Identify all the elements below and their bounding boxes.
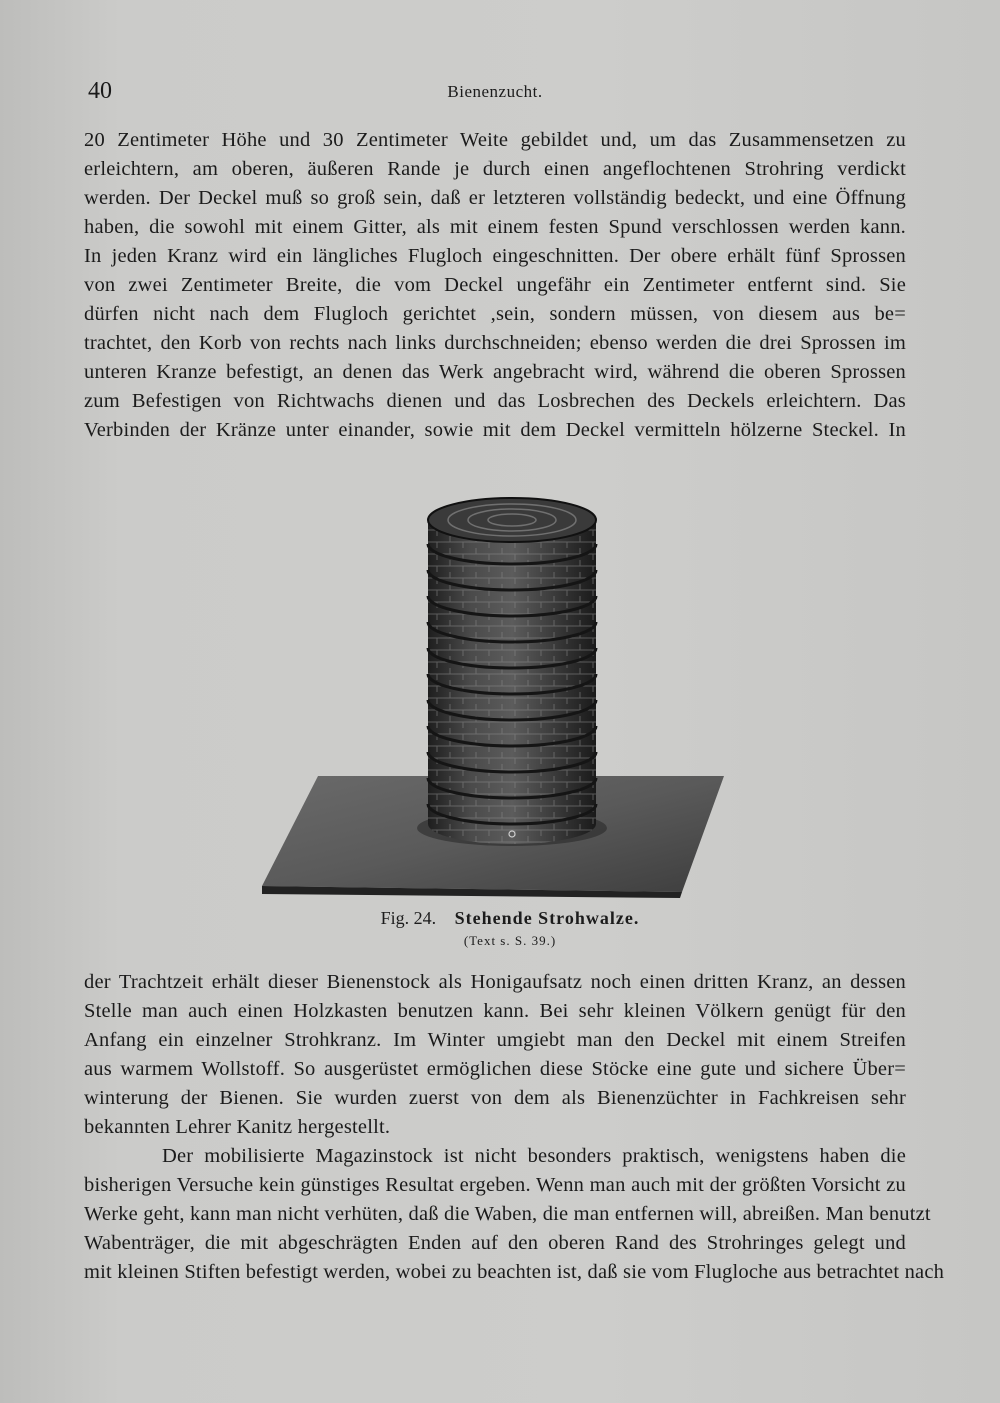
text-line: mit kleinen Stiften befestigt werden, wobei zu beachten ist, daß sie vom Flugloche aus betrachtet nach [84, 1261, 945, 1283]
text-line: von zwei Zentimeter Breite, die vom Deckel ungefähr ein Zentimeter entfernt sind. Sie [84, 274, 906, 296]
text-line: der Trachtzeit erhält dieser Bienenstock als Honigaufsatz noch einen dritten Kranz, an dessen [84, 971, 906, 993]
text-line: haben, die sowohl mit einem Gitter, als mit einem festen Spund verschlossen werden kann. [84, 216, 906, 238]
figure-caption [300, 908, 720, 949]
text-line: Werke geht, kann man nicht verhüten, daß die Waben, die man entfernen will, abreißen. Man benutzt [84, 1203, 931, 1225]
text-line: Stelle man auch einen Holzkasten benutzen kann. Bei sehr kleinen Völkern genügt für den [84, 1000, 906, 1022]
text-line: dürfen nicht nach dem Flugloch gerichtet ,sein, sondern müssen, von diesem aus be= [84, 303, 906, 325]
text-line: werden. Der Deckel muß so groß sein, daß er letzteren vollständig bedeckt, und eine Öffnung [84, 187, 906, 209]
text-line: erleichtern, am oberen, äußeren Rande je durch einen angeflochtenen Strohring verdickt [84, 158, 906, 180]
paragraph-bottom [84, 968, 945, 1287]
text-line: 20 Zentimeter Höhe und 30 Zentimeter Weite gebildet und, um das Zusammensetzen zu [84, 129, 906, 151]
text-line: In jeden Kranz wird ein längliches Flugloch eingeschnitten. Der obere erhält fünf Sprossen [84, 245, 906, 267]
text-line: bekannten Lehrer Kanitz hergestellt. [84, 1116, 391, 1138]
figure-title: Stehende Strohwalze. [454, 908, 640, 928]
text-line: Wabenträger, die mit abgeschrägten Enden auf den oberen Rand des Strohringes gelegt und [84, 1232, 906, 1254]
text-line: Verbinden der Kränze unter einander, sowie mit dem Deckel vermitteln hölzerne Steckel. In [84, 419, 906, 441]
page-header [88, 78, 902, 108]
text-line: zum Befestigen von Richtwachs dienen und das Losbrechen des Deckels erleichtern. Das [84, 390, 906, 412]
text-line: Der mobilisierte Magazinstock ist nicht besonders praktisch, wenigstens haben die [162, 1145, 906, 1167]
straw-hive-drawing [262, 488, 724, 898]
text-line: trachtet, den Korb von rechts nach links durchschneiden; ebenso werden die drei Sprossen im [84, 332, 906, 354]
figure-straw-hive-illustration [262, 488, 724, 898]
page-number: 40 [88, 78, 112, 104]
paragraph-top [84, 126, 906, 445]
text-line: bisherigen Versuche kein günstiges Resultat ergeben. Wenn man auch mit der größten Vorsicht zu [84, 1174, 906, 1196]
text-line: aus warmem Wollstoff. So ausgerüstet ermöglichen diese Stöcke eine gute und sichere Über= [84, 1058, 906, 1080]
text-line: Anfang ein einzelner Strohkranz. Im Winter umgiebt man den Deckel mit einem Streifen [84, 1029, 906, 1051]
figure-number: Fig. 24. [380, 908, 437, 928]
figure-reference: (Text s. S. 39.) [463, 933, 557, 948]
text-line: unteren Kranze befestigt, an denen das Werk angebracht wird, während die oberen Sprossen [84, 361, 906, 383]
running-head: Bienenzucht. [447, 82, 543, 101]
text-line: winterung der Bienen. Sie wurden zuerst von dem als Bienenzüchter in Fachkreisen sehr [84, 1087, 906, 1109]
